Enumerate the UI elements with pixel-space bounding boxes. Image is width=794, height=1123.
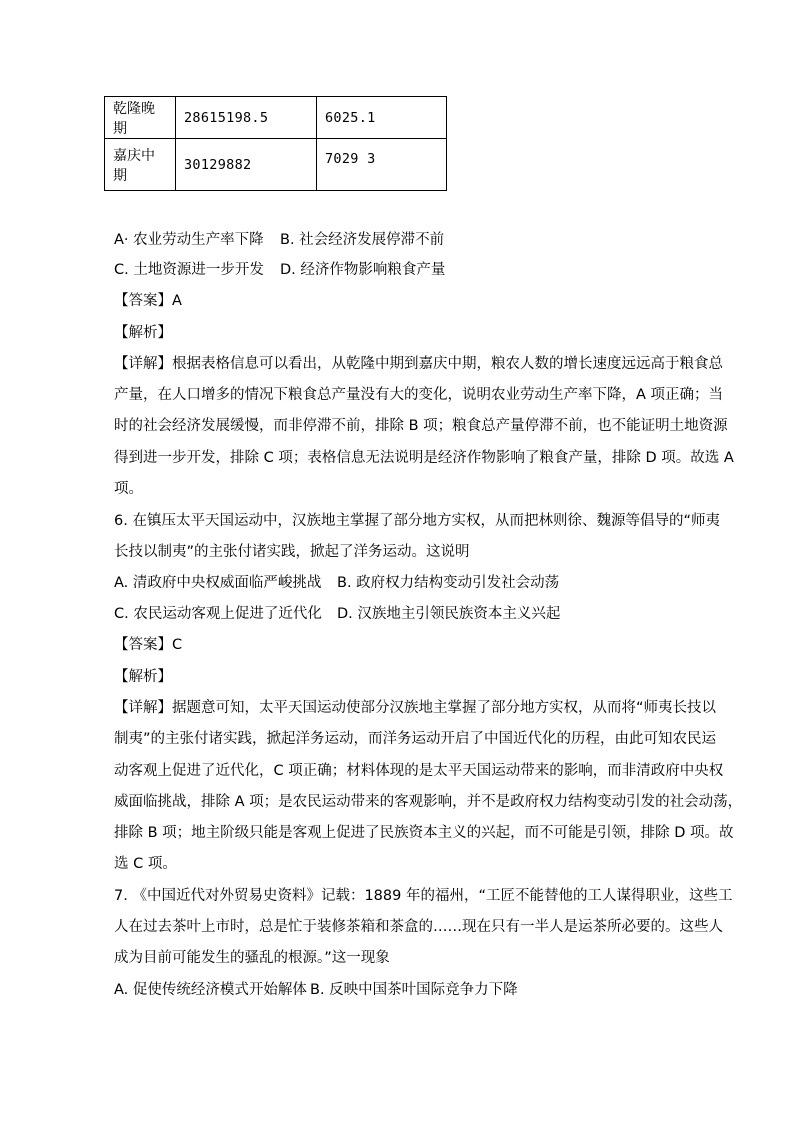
table-cell-value: 30129882 (176, 139, 317, 191)
q5-analysis-title: 【解析】 (114, 325, 172, 341)
q6-detail-line: 选 C 项。 (114, 856, 177, 872)
table-cell-value: 7029 3 (325, 150, 376, 167)
q7-stem-line: 成为目前可能发生的骚乱的根源。”这一现象 (114, 950, 390, 966)
q5-options-row-2 (114, 260, 704, 280)
q5-option-c: C. 土地资源进一步开发 (114, 262, 264, 278)
q6-detail-line: 【详解】据题意可知，太平天国运动使部分汉族地主掌握了部分地方实权，从而将“师夷长技以 (114, 700, 717, 716)
q6-detail-line: 排除 B 项；地主阶级只能是客观上促进了民族资本主义的兴起，而不可能是引领，排除 D 项。故 (114, 825, 734, 841)
q6-options-row-1 (114, 573, 704, 593)
q5-detail-line: 产量，在人口增多的情况下粮食总产量没有大的变化，说明农业劳动生产率下降，A 项正确；当 (114, 387, 724, 403)
q5-detail-line: 时的社会经济发展缓慢，而非停滞不前，排除 B 项；粮食总产量停滞不前，也不能证明土地资源 (114, 418, 728, 434)
data-table (104, 96, 447, 191)
q6-analysis-title: 【解析】 (114, 669, 172, 685)
q5-options-row-1 (114, 230, 704, 250)
q6-detail-line: 动客观上促进了近代化，C 项正确；材料体现的是太平天国运动带来的影响，而非清政府中央权 (114, 763, 724, 779)
q6-option-b: B. 政府权力结构变动引发社会动荡 (337, 575, 560, 591)
table-cell-wrapper (317, 139, 447, 191)
q7-stem-line: 人在过去茶叶上市时，总是忙于装修茶箱和茶盒的……现在只有一半人是运茶所必要的。这些人 (114, 919, 723, 935)
table-cell-value: 6025.1 (317, 97, 447, 139)
q6-options-row-2 (114, 604, 704, 624)
q6-stem-line: 长技以制夷”的主张付诸实践，掀起了洋务运动。这说明 (114, 544, 470, 560)
q7-option-b: B. 反映中国茶叶国际竞争力下降 (310, 982, 518, 998)
q6-option-c: C. 农民运动客观上促进了近代化 (114, 606, 322, 622)
q7-option-a: A. 促使传统经济模式开始解体 (114, 982, 307, 998)
table-row (105, 97, 447, 139)
q5-detail-line: 【详解】根据表格信息可以看出，从乾隆中期到嘉庆中期，粮农人数的增长速度远远高于粮食总 (114, 356, 723, 372)
q6-option-a: A. 清政府中央权威面临严峻挑战 (114, 575, 322, 591)
q6-detail-line: 威面临挑战，排除 A 项；是农民运动带来的客观影响，并不是政府权力结构变动引发的社会动荡， (114, 794, 743, 810)
table-cell-period: 乾隆晚期 (105, 97, 176, 139)
table-cell-period: 嘉庆中期 (105, 139, 176, 191)
q7-options-row-1 (114, 980, 704, 1000)
q6-answer: 【答案】C (114, 637, 183, 653)
q5-answer: 【答案】A (114, 293, 182, 309)
q7-stem-line: 7. 《中国近代对外贸易史资料》记载：1889 年的福州，“工匠不能替他的工人谋得职业，这些工 (114, 888, 733, 904)
q5-option-d: D. 经济作物影响粮食产量 (280, 262, 446, 278)
q5-detail-line: 得到进一步开发，排除 C 项；表格信息无法说明是经济作物影响了粮食产量，排除 D 项。故选 A (114, 450, 734, 466)
q6-option-d: D. 汉族地主引领民族资本主义兴起 (337, 606, 561, 622)
q5-option-a: A· 农业劳动生产率下降 (114, 232, 264, 248)
table-row (105, 139, 447, 191)
q6-detail-line: 制夷”的主张付诸实践，掀起洋务运动，而洋务运动开启了中国近代化的历程，由此可知农民运 (114, 731, 717, 747)
q5-detail-line: 项。 (114, 481, 143, 497)
q5-option-b: B. 社会经济发展停滞不前 (280, 232, 445, 248)
table-cell-value: 28615198.5 (176, 97, 317, 139)
q6-stem-line: 6. 在镇压太平天国运动中，汉族地主掌握了部分地方实权，从而把林则徐、魏源等倡导的“师夷 (114, 513, 720, 529)
